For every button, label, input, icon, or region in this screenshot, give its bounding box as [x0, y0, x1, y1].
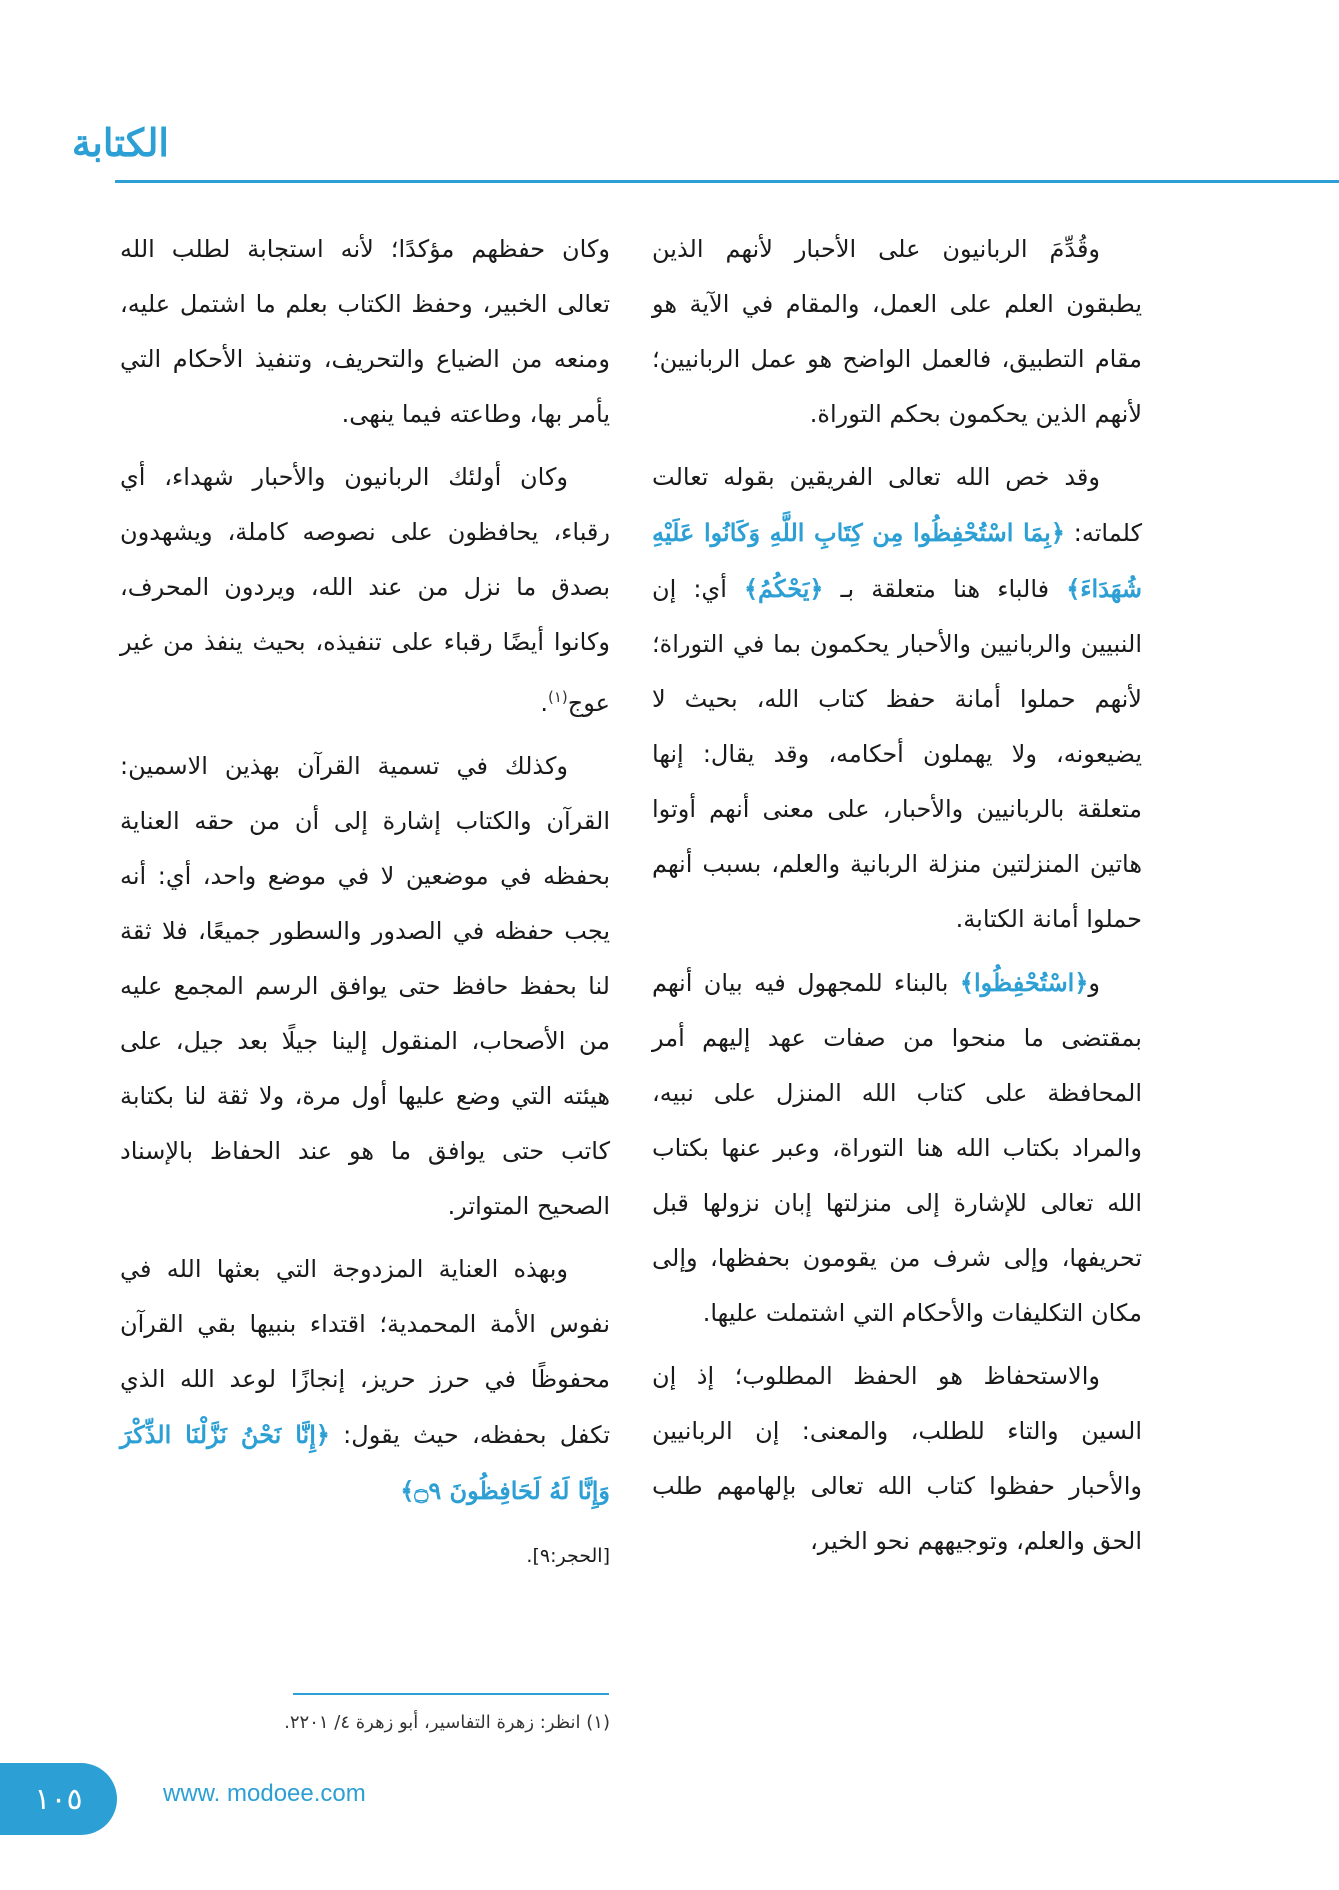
site-url-link[interactable]: www. modoee.com — [163, 1780, 366, 1807]
right-column — [652, 222, 1142, 1577]
chapter-title: الكتابة — [71, 120, 169, 165]
text-run: . — [540, 689, 548, 717]
quran-verse: ﴿اسْتُحْفِظُوا﴾ — [959, 968, 1089, 997]
header-divider — [115, 180, 1339, 183]
paragraph — [652, 450, 1142, 947]
paragraph: وقُدِّمَ الربانيون على الأحبار لأنهم الذين يطبقون العلم على العمل، والمقام في الآية هو مقام التطبيق، فالعمل الواضح هو عمل الربانيين؛ لأنهم الذين يحكمون بحكم التوراة. — [652, 235, 1142, 428]
text-run: أي: إن النبيين والربانيين والأحبار يحكمون بما في التوراة؛ لأنهم حملوا أمانة حفظ كتاب الله، بحيث لا يضيعونه، ولا يهملون أحكامه، وقد يقال: إنها متعلقة بالربانيين والأحبار، على معنى أنهم أوتوا هاتين المنزلتين منزلة الربانية والعلم، بسبب أنهم حملوا أمانة الكتابة. — [652, 575, 1142, 933]
paragraph: وكان حفظهم مؤكدًا؛ لأنه استجابة لطلب الله تعالى الخبير، وحفظ الكتاب بعلم ما اشتمل عليه، ومنعه من الضياع والتحريف، وتنفيذ الأحكام التي يأمر بها، وطاعته فيما ينهى. — [120, 235, 610, 428]
paragraph: والاستحفاظ هو الحفظ المطلوب؛ إذ إن السين والتاء للطلب، والمعنى: إن الربانيين والأحبار حفظوا كتاب الله تعالى بإلهامهم طلب الحق والعلم، وتوجيههم نحو الخير، — [652, 1362, 1142, 1555]
surah-reference: [الحجر:٩]. — [526, 1545, 610, 1567]
footnote-marker[interactable]: (١) — [548, 688, 568, 706]
page-number: ١٠٥ — [34, 1781, 83, 1817]
footnote: (١) انظر: زهرة التفاسير، أبو زهرة ٤/ ٢٢٠١. — [284, 1712, 610, 1733]
quran-verse: ﴿بِمَا اسْتُحْفِظُوا مِن كِتَابِ اللَّهِ وَكَانُوا عَلَيْهِ شُهَدَاءَ﴾ — [652, 518, 1142, 603]
paragraph: وكذلك في تسمية القرآن بهذين الاسمين: القرآن والكتاب إشارة إلى أن من حقه العناية بحفظه في موضعين لا في موضع واحد، أي: أنه يجب حفظه في الصدور والسطور جميعًا، فلا ثقة لنا بحفظ حافظ حتى يوافق الرسم المجمع عليه من الأصحاب، المنقول إلينا جيلًا بعد جيل، على هيئته التي وضع عليها أول مرة، ولا ثقة لنا بكتابة كاتب حتى يوافق ما هو عند الحفاظ بالإسناد الصحيح المتواتر. — [120, 752, 610, 1220]
text-run: وقد خص الله تعالى الفريقين بقوله تعالت كلماته: — [652, 463, 1142, 547]
text-run: و — [1088, 969, 1100, 997]
footnote-divider — [293, 1693, 609, 1695]
paragraph — [120, 450, 610, 731]
page-number-badge — [0, 1763, 117, 1835]
paragraph — [120, 1527, 610, 1584]
left-column — [120, 222, 610, 1592]
text-run: بالبناء للمجهول فيه بيان أنهم بمقتضى ما منحوا من صفات عهد إليهم أمر المحافظة على كتاب الله المنزل على نبيه، والمراد بكتاب الله هنا التوراة، وعبر عنها بكتاب الله تعالى للإشارة إلى منزلتها إبان نزولها قبل تحريفها، وإلى شرف من يقومون بحفظها، وإلى مكان التكليفات والأحكام التي اشتملت عليها. — [652, 969, 1142, 1327]
text-run: وكان أولئك الربانيون والأحبار شهداء، أي رقباء، يحافظون على نصوصه كاملة، ويشهدون بصدق ما نزل من عند الله، ويردون المحرف، وكانوا أيضًا رقباء على تنفيذه، بحيث ينفذ من غير عوج — [120, 463, 610, 717]
text-run: فالباء هنا متعلقة بـ — [840, 575, 1050, 603]
paragraph — [652, 955, 1142, 1341]
quran-verse: ﴿إِنَّا نَحْنُ نَزَّلْنَا الذِّكْرَ وَإِنَّا لَهُ لَحَافِظُونَ ۝٩﴾ — [120, 1420, 610, 1505]
paragraph — [120, 1242, 610, 1519]
quran-verse: ﴿يَحْكُمُ﴾ — [743, 574, 824, 603]
text-run: وبهذه العناية المزدوجة التي بعثها الله في نفوس الأمة المحمدية؛ اقتداء بنبيها بقي القرآن محفوظًا في حرز حريز، إنجازًا لوعد الله الذي تكفل بحفظه، حيث يقول: — [120, 1255, 611, 1449]
